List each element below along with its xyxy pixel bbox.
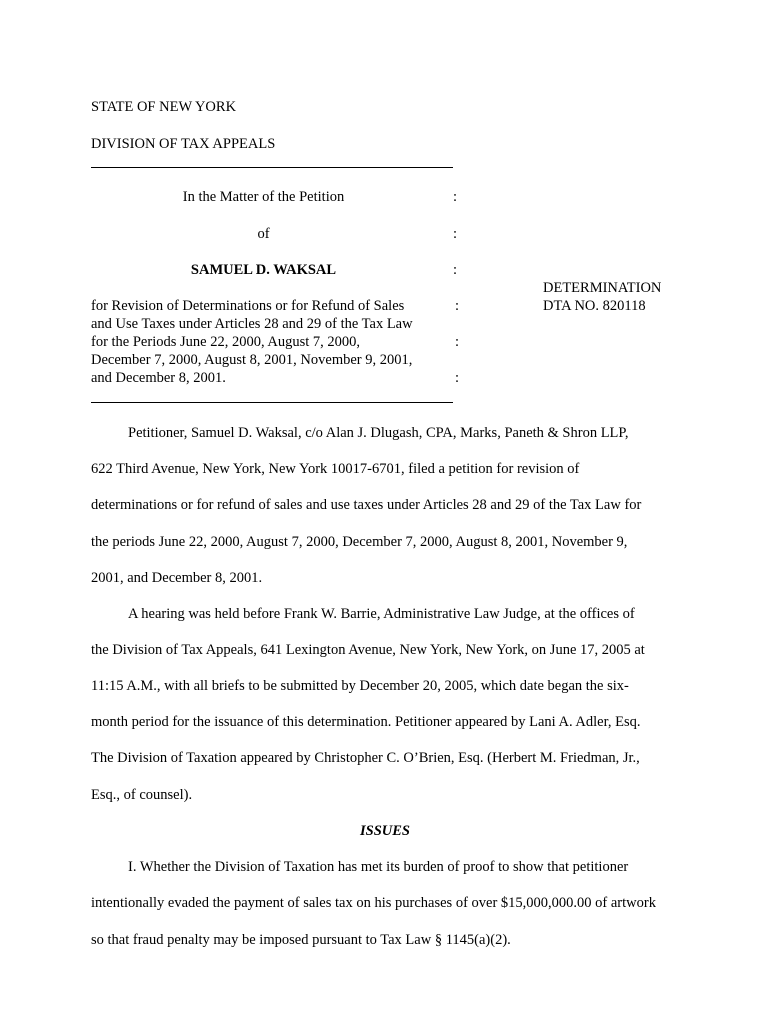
division-heading: DIVISION OF TAX APPEALS [91, 136, 276, 152]
caption-purpose-line: December 7, 2000, August 8, 2001, November 9, 2001, [91, 352, 413, 368]
caption-separator: : [455, 370, 460, 386]
issue-line: intentionally evaded the payment of sales tax on his purchases of over $15,000,000.00 of artwork [91, 895, 656, 911]
issues-heading: ISSUES [360, 823, 410, 839]
determination-title: DETERMINATION [543, 280, 662, 296]
caption-bottom-rule [91, 402, 453, 403]
caption-separator: : [455, 298, 460, 314]
caption-separator: : [455, 334, 460, 350]
issue-line: I. Whether the Division of Taxation has met its burden of proof to show that petitioner [128, 859, 629, 875]
paragraph-line: Petitioner, Samuel D. Waksal, c/o Alan J. Dlugash, CPA, Marks, Paneth & Shron LLP, [128, 425, 629, 441]
caption-separator: : [453, 262, 458, 278]
state-heading: STATE OF NEW YORK [91, 99, 237, 115]
determination-number: DTA NO. 820118 [543, 298, 646, 314]
caption-purpose-line: for Revision of Determinations or for Refund of Sales [91, 298, 405, 314]
issue-line: so that fraud penalty may be imposed pursuant to Tax Law § 1145(a)(2). [91, 932, 511, 948]
paragraph-line: The Division of Taxation appeared by Christopher C. O’Brien, Esq. (Herbert M. Friedman, Jr., [91, 750, 640, 766]
paragraph-line: 11:15 A.M., with all briefs to be submitted by December 20, 2005, which date began the six- [91, 678, 629, 694]
caption-matter: In the Matter of the Petition [182, 189, 345, 205]
paragraph-line: Esq., of counsel). [91, 787, 193, 803]
caption-of: of [257, 226, 270, 242]
paragraph-line: month period for the issuance of this determination. Petitioner appeared by Lani A. Adler, Esq. [91, 714, 641, 730]
caption-purpose-line: and December 8, 2001. [91, 370, 226, 386]
paragraph-line: 2001, and December 8, 2001. [91, 570, 263, 586]
paragraph-line: 622 Third Avenue, New York, New York 10017-6701, filed a petition for revision of [91, 461, 580, 477]
caption-purpose-line: for the Periods June 22, 2000, August 7, 2000, [91, 334, 361, 350]
caption-separator: : [453, 226, 458, 242]
petitioner-name: SAMUEL D. WAKSAL [190, 262, 337, 278]
caption-top-rule [91, 167, 453, 168]
caption-separator: : [453, 189, 458, 205]
paragraph-line: determinations or for refund of sales and use taxes under Articles 28 and 29 of the Tax Law for [91, 497, 642, 513]
caption-purpose-line: and Use Taxes under Articles 28 and 29 of the Tax Law [91, 316, 413, 332]
paragraph-line: A hearing was held before Frank W. Barrie, Administrative Law Judge, at the offices of [128, 606, 635, 622]
paragraph-line: the periods June 22, 2000, August 7, 2000, December 7, 2000, August 8, 2001, November 9, [91, 534, 628, 550]
paragraph-line: the Division of Tax Appeals, 641 Lexington Avenue, New York, New York, on June 17, 2005 at [91, 642, 645, 658]
